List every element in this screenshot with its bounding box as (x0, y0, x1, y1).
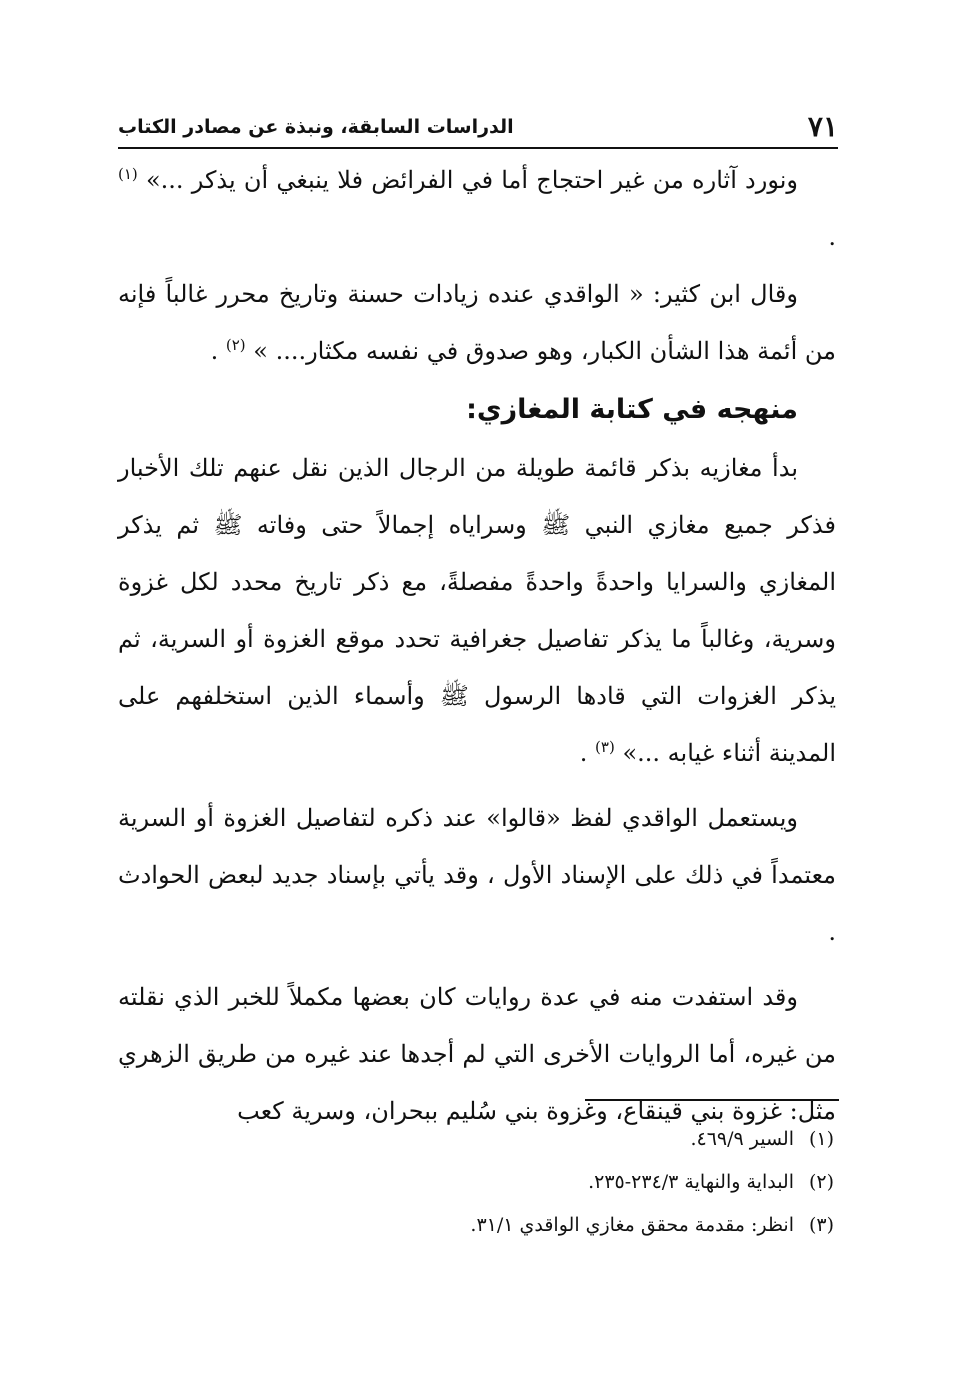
paragraph-2-tail: . (210, 337, 226, 365)
paragraph-gap (118, 782, 836, 790)
page-header (118, 108, 838, 144)
footnotes (118, 1118, 836, 1247)
main-text (118, 152, 836, 1140)
paragraph-3-tail: . (579, 739, 596, 767)
paragraph-3-text: بدأ مغازيه بذكر قائمة طويلة من الرجال الذين نقل عنهم تلك الأخبار فذكر جميع مغازي النبي ﷺ وسراياه إجمالاً حتى وفاته ﷺ ثم يذكر المغازي والسرايا واحدةً واحدةً مفصلةً، مع ذكر تاريخ محدد لكل غزوة وسرية، وغالباً ما يذكر تفاصيل جغرافية تحدد موقع الغزوة أو السرية، ثم يذكر الغزوات التي قادها الرسول ﷺ وأسماء الذين استخلفهم على المدينة أثناء غيابه ...» (118, 454, 836, 767)
header-rule (118, 147, 838, 149)
page-number: ٧١ (807, 110, 838, 143)
paragraph-3 (118, 440, 836, 782)
footnote-2 (118, 1161, 836, 1204)
paragraph-1-tail: . (828, 223, 836, 251)
footnote-number: (٣) (808, 1214, 834, 1236)
footnote-ref-3: (٣) (595, 738, 615, 756)
footnote-number: (٢) (808, 1171, 834, 1193)
footnote-ref-2: (٢) (225, 336, 246, 354)
paragraph-4: ويستعمل الواقدي لفظ «قالوا» عند ذكره لتفاصيل الغزوة أو السرية معتمداً في ذلك على الإسناد الأول ، وقد يأتي بإسناد جديد لبعض الحوادث . (118, 804, 836, 946)
footnote-text: السير ٤٦٩/٩. (690, 1128, 794, 1150)
paragraph-gap (118, 961, 836, 969)
running-title: الدراسات السابقة، ونبذة عن مصادر الكتاب (118, 116, 514, 138)
footnote-1 (118, 1118, 836, 1161)
footnote-ref-1: (١) (118, 165, 138, 183)
paragraph-2-text: وقال ابن كثير: « الواقدي عنده زيادات حسنة وتاريخ محرر غالباً فإنه من أئمة هذا الشأن الكبار، وهو صدوق في نفسه مكثار.... » (118, 280, 836, 365)
paragraph-5: وقد استفدت منه في عدة روايات كان بعضها مكملاً للخبر الذي نقلته من غيره، أما الروايات الأخرى التي لم أجدها عند غيره من طريق الزهري مثل: غزوة بني قينقاع، وغزوة بني سُليم ببحران، وسرية كعب (118, 983, 836, 1125)
paragraph-1-text: ونورد آثاره من غير احتجاج أما في الفرائض فلا ينبغي أن يذكر ...» (145, 166, 798, 194)
paragraph-2 (118, 266, 836, 380)
footnote-number: (١) (808, 1128, 834, 1150)
footnote-3 (118, 1204, 836, 1247)
footnote-text: البداية والنهاية ٢٣٤/٣-٢٣٥. (588, 1171, 794, 1193)
paragraph-1 (118, 152, 836, 266)
footnote-rule (585, 1099, 839, 1101)
section-heading: منهجه في كتابة المغازي: (466, 394, 798, 425)
footnote-text: انظر: مقدمة محقق مغازي الواقدي ٣١/١. (470, 1214, 794, 1236)
